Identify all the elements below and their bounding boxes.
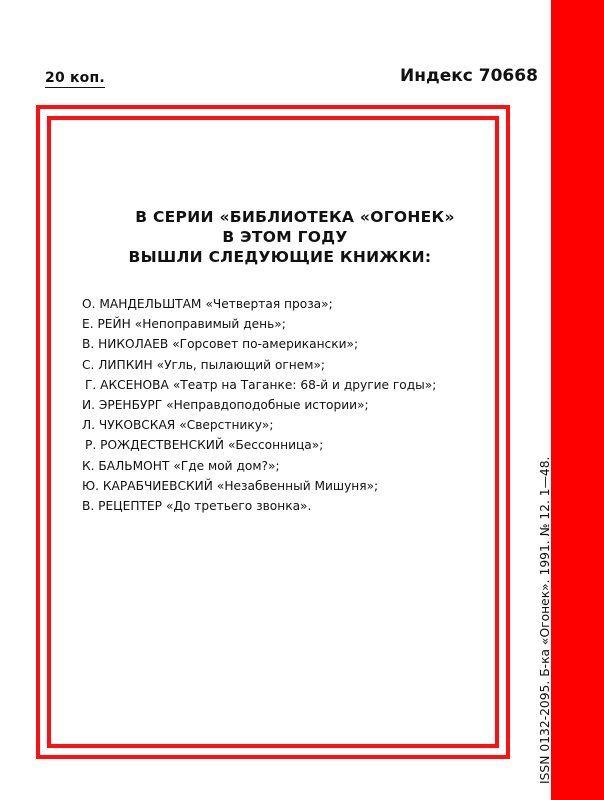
heading-line-2: В ЭТОМ ГОДУ [222, 228, 348, 246]
book-item [82, 496, 502, 516]
book-title: «Горсовет по-американски»; [172, 337, 359, 352]
book-item [82, 334, 502, 354]
book-title: «Неправдоподобные истории»; [166, 398, 369, 413]
announcement-heading [100, 207, 480, 267]
book-title: «Бессонница»; [227, 438, 324, 453]
book-title: «Четвертая проза»; [205, 297, 333, 311]
price-label: 20 коп. [45, 70, 105, 86]
subscription-index: Индекс 70668 [400, 66, 538, 86]
red-side-strip [551, 0, 604, 800]
heading-line-1: В СЕРИИ «БИБЛИОТЕКА «ОГОНЕК» [135, 208, 455, 226]
book-item [82, 456, 502, 476]
book-title: «Сверстнику»; [179, 418, 274, 433]
book-author: Г. АКСЕНОВА [85, 377, 169, 392]
book-item [82, 375, 502, 395]
book-title: «Угль, пылающий огнем»; [156, 357, 326, 372]
book-title: «Незабвенный Мишуня»; [216, 478, 379, 493]
book-author: О. МАНДЕЛЬШТАМ [82, 297, 202, 311]
book-title: «Непоправимый день»; [134, 317, 286, 332]
book-author: Ю. КАРАБЧИЕВСКИЙ [82, 478, 213, 493]
book-author: С. ЛИПКИН [82, 357, 153, 372]
book-title: «Театр на Таганке: 68-й и другие годы»; [172, 377, 437, 392]
book-author: Р. РОЖДЕСТВЕНСКИЙ [85, 438, 224, 453]
book-author: Е. РЕЙН [82, 317, 131, 332]
issn-imprint: ISSN 0132-2095. Б-ка «Огонек». 1991. № 12. 1—48. [538, 456, 552, 784]
book-title: «До третьего звонка». [165, 499, 312, 514]
book-author: В. НИКОЛАЕВ [82, 337, 169, 352]
book-author: В. РЕЦЕПТЕР [82, 499, 162, 514]
book-item [82, 294, 502, 314]
book-item [82, 415, 502, 435]
book-author: И. ЭРЕНБУРГ [82, 398, 163, 413]
book-item [82, 395, 502, 415]
book-item [82, 476, 502, 496]
book-item [82, 435, 502, 455]
book-author: К. БАЛЬМОНТ [82, 458, 170, 473]
heading-line-3: ВЫШЛИ СЛЕДУЮЩИЕ КНИЖКИ: [128, 248, 432, 266]
book-item [82, 314, 502, 334]
book-title: «Где мой дом?»; [173, 458, 280, 473]
book-list [82, 294, 502, 516]
book-author: Л. ЧУКОВСКАЯ [82, 418, 176, 433]
book-item [82, 355, 502, 375]
